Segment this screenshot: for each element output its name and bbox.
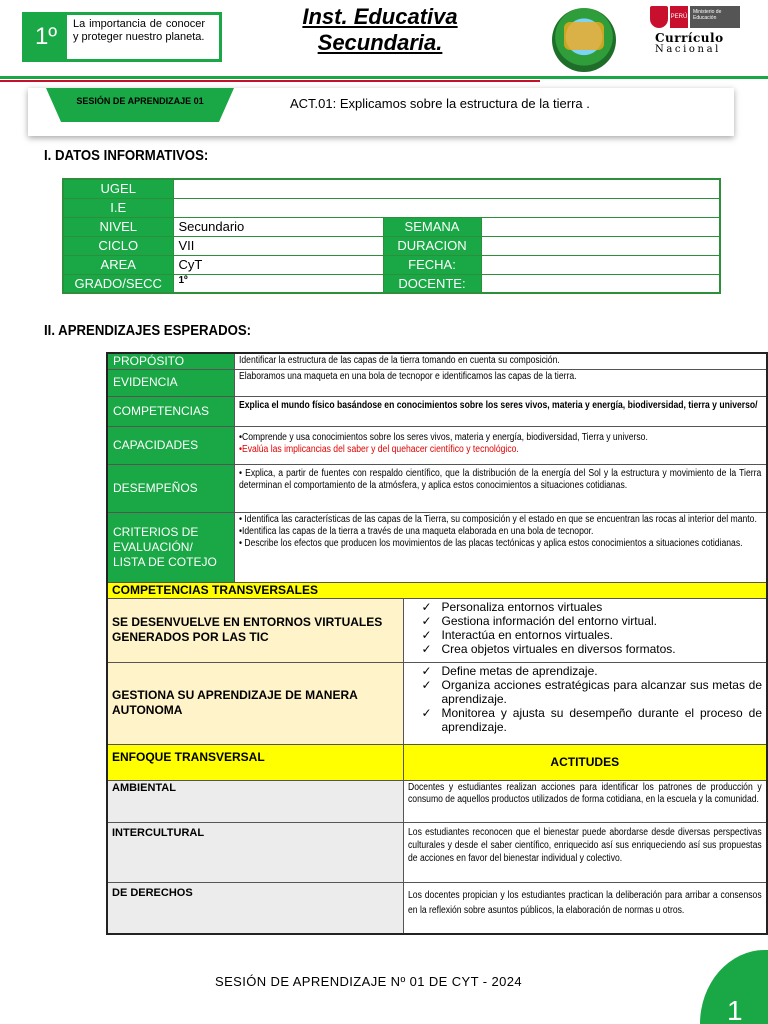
tic-items [403, 598, 767, 662]
check-icon: ✓ [421, 599, 432, 614]
criterio-1: • Identifica las características de las capas de la Tierra, su composición y el estado en que se encuentran las rocas al interior del manto. [238, 513, 757, 525]
capacidades-cell [234, 426, 767, 464]
session-tab-label: SESIÓN DE APRENDIZAJE 01 [76, 96, 204, 106]
curriculo-word: Currículo [655, 31, 724, 45]
table-row [107, 822, 767, 882]
peru-shield-icon [650, 6, 668, 28]
check-icon: ✓ [421, 641, 432, 656]
table-row [63, 179, 720, 198]
list-item: ✓ Personaliza entornos virtuales [421, 599, 603, 614]
datos-table [62, 178, 721, 294]
table-row [63, 236, 720, 255]
table-row [63, 217, 720, 236]
table-row [107, 512, 767, 582]
transversales-title: COMPETENCIAS TRANSVERSALES [107, 582, 767, 598]
intercultural-label: INTERCULTURAL [107, 822, 403, 882]
minedu-logo [650, 6, 740, 28]
desempenos-text: • Explica, a partir de fuentes con respaldo científico, que la distribución de la energía del Sol y la estructura y movimiento de la Tierra determinan el comportamiento de la atmósfera, y aplica estos conocimientos a situaciones cotidianas. [238, 467, 761, 491]
capacidad-2: •Evalúa las implicancias del saber y del quehacer científico y tecnológico. [238, 443, 519, 455]
criterios-cell [234, 512, 767, 582]
check-icon: ✓ [421, 705, 432, 720]
docente-value [481, 274, 720, 293]
aprendizajes-table [106, 352, 768, 935]
ambiental-label: AMBIENTAL [107, 780, 403, 822]
ugel-value [173, 179, 720, 198]
list-item: ✓ Organiza acciones estratégicas para alcanzar sus metas de aprendizaje. [421, 677, 762, 706]
table-row [63, 198, 720, 217]
institution-line-1: Inst. Educativa [302, 4, 458, 29]
competencias-cell [234, 396, 767, 426]
grade-box [22, 12, 222, 62]
fecha-value [481, 255, 720, 274]
proposito-text: Identificar la estructura de las capas de la tierra tomando en cuenta su composición. [238, 355, 560, 366]
check-icon: ✓ [421, 613, 432, 628]
intercultural-cell [403, 822, 767, 882]
table-row [63, 255, 720, 274]
desempenos-label: DESEMPEÑOS [107, 464, 234, 512]
criterio-2: •Identifica las capas de la tierra a través de una maqueta elaborada en una bola de tecnopor. [238, 525, 593, 537]
logo-book-icon [564, 22, 604, 50]
institution-title [280, 4, 480, 56]
motto-text: La importancia de conocer y proteger nuestro planeta. [73, 18, 205, 43]
check-icon: ✓ [421, 677, 432, 692]
section-datos-title: I. DATOS INFORMATIVOS: [44, 147, 209, 164]
table-row [107, 882, 767, 934]
check-icon: ✓ [421, 663, 432, 678]
fecha-label: FECHA: [383, 255, 481, 274]
ciclo-value: VII [173, 236, 383, 255]
evidencia-text: Elaboramos una maqueta en una bola de tecnopor e identificamos las capas de la tierra. [238, 370, 577, 382]
table-row [107, 426, 767, 464]
semana-value [481, 217, 720, 236]
table-row [107, 780, 767, 822]
section-aprendizajes-title: II. APRENDIZAJES ESPERADOS: [44, 322, 252, 339]
capacidad-1: •Comprende y usa conocimientos sobre los seres vivos, materia y energía, biodiversidad, Tierra y universo. [238, 431, 648, 443]
table-row [107, 582, 767, 598]
ugel-label: UGEL [63, 179, 173, 198]
nivel-value: Secundario [173, 217, 383, 236]
actitudes-label: ACTITUDES [403, 744, 767, 780]
activity-title: ACT.01: Explicamos sobre la estructura de la tierra . [290, 96, 590, 111]
grado-label: GRADO/SECC [63, 274, 173, 293]
ie-value [173, 198, 720, 217]
capacidades-label: CAPACIDADES [107, 426, 234, 464]
footer-text: SESIÓN DE APRENDIZAJE Nº 01 DE CYT - 2024 [215, 974, 523, 989]
header-divider [0, 76, 768, 79]
autonoma-items [403, 662, 767, 744]
duracion-label: DURACION [383, 236, 481, 255]
institution-line-2: Secundaria. [317, 30, 443, 55]
autonoma-label: GESTIONA SU APRENDIZAJE DE MANERA AUTONOMA [107, 662, 403, 744]
ambiental-text: Docentes y estudiantes realizan acciones para identificar los patrones de producción y consumo de aquellos productos utilizados de forma cotidiana, en la escuela y la comunidad. [407, 781, 762, 805]
desempenos-cell [234, 464, 767, 512]
table-row [107, 353, 767, 369]
proposito-cell [234, 353, 767, 369]
nivel-label: NIVEL [63, 217, 173, 236]
list-item: ✓ Interactúa en entornos virtuales. [421, 627, 613, 642]
enfoque-title: ENFOQUE TRANSVERSAL [107, 744, 403, 780]
grado-value: 1º [173, 274, 383, 293]
competencias-text: Explica el mundo físico basándose en conocimientos sobre los seres vivos, materia y energía, biodiversidad, tierra y universo/ [238, 399, 758, 411]
proposito-label: PROPÓSITO [107, 353, 234, 369]
check-icon: ✓ [421, 627, 432, 642]
header-divider-red [0, 80, 540, 82]
duracion-value [481, 236, 720, 255]
table-row [107, 464, 767, 512]
table-row [107, 744, 767, 780]
list-item: ✓ Gestiona información del entorno virtual. [421, 613, 657, 628]
table-row [63, 274, 720, 293]
page-number: 1 [727, 995, 743, 1024]
table-row [107, 396, 767, 426]
list-item: ✓ Define metas de aprendizaje. [421, 663, 598, 678]
derechos-cell [403, 882, 767, 934]
ambiental-cell [403, 780, 767, 822]
table-row [107, 662, 767, 744]
criterio-3: • Describe los efectos que producen los movimientos de las placas tectónicas y aplica estos conocimientos a situaciones cotidianas. [238, 537, 743, 549]
list-item: ✓ Crea objetos virtuales en diversos formatos. [421, 641, 676, 656]
criterios-label: CRITERIOS DE EVALUACIÓN/ LISTA DE COTEJO [107, 512, 234, 582]
table-row [107, 369, 767, 396]
peru-label: PERÚ [670, 6, 688, 28]
semana-label: SEMANA [383, 217, 481, 236]
docente-label: DOCENTE: [383, 274, 481, 293]
tic-label: SE DESENVUELVE EN ENTORNOS VIRTUALES GENERADOS POR LAS TIC [107, 598, 403, 662]
area-label: AREA [63, 255, 173, 274]
competencias-label: COMPETENCIAS [107, 396, 234, 426]
ministry-label: Ministerio de Educación [690, 6, 740, 28]
ie-label: I.E [63, 198, 173, 217]
derechos-label: DE DERECHOS [107, 882, 403, 934]
table-row [107, 598, 767, 662]
nacional-word: Nacional [655, 44, 721, 55]
intercultural-text: Los estudiantes reconocen que el bienestar puede abordarse desde diversas perspectivas culturales y desde el saber científico, enriquecido así sus enriqueciendo así sus propuestas de acciones en favor del bienestar individual y colectivo. [407, 826, 762, 864]
area-value: CyT [173, 255, 383, 274]
evidencia-cell [234, 369, 767, 396]
list-item: ✓ Monitorea y ajusta su desempeño durante el proceso de aprendizaje. [421, 705, 762, 734]
evidencia-label: EVIDENCIA [107, 369, 234, 396]
derechos-text: Los docentes propician y los estudiantes practican la deliberación para arribar a consensos en la reflexión sobre asuntos públicos, la elaboración de normas u otros. [407, 889, 762, 916]
ciclo-label: CICLO [63, 236, 173, 255]
grade-number: 1º [25, 15, 67, 59]
